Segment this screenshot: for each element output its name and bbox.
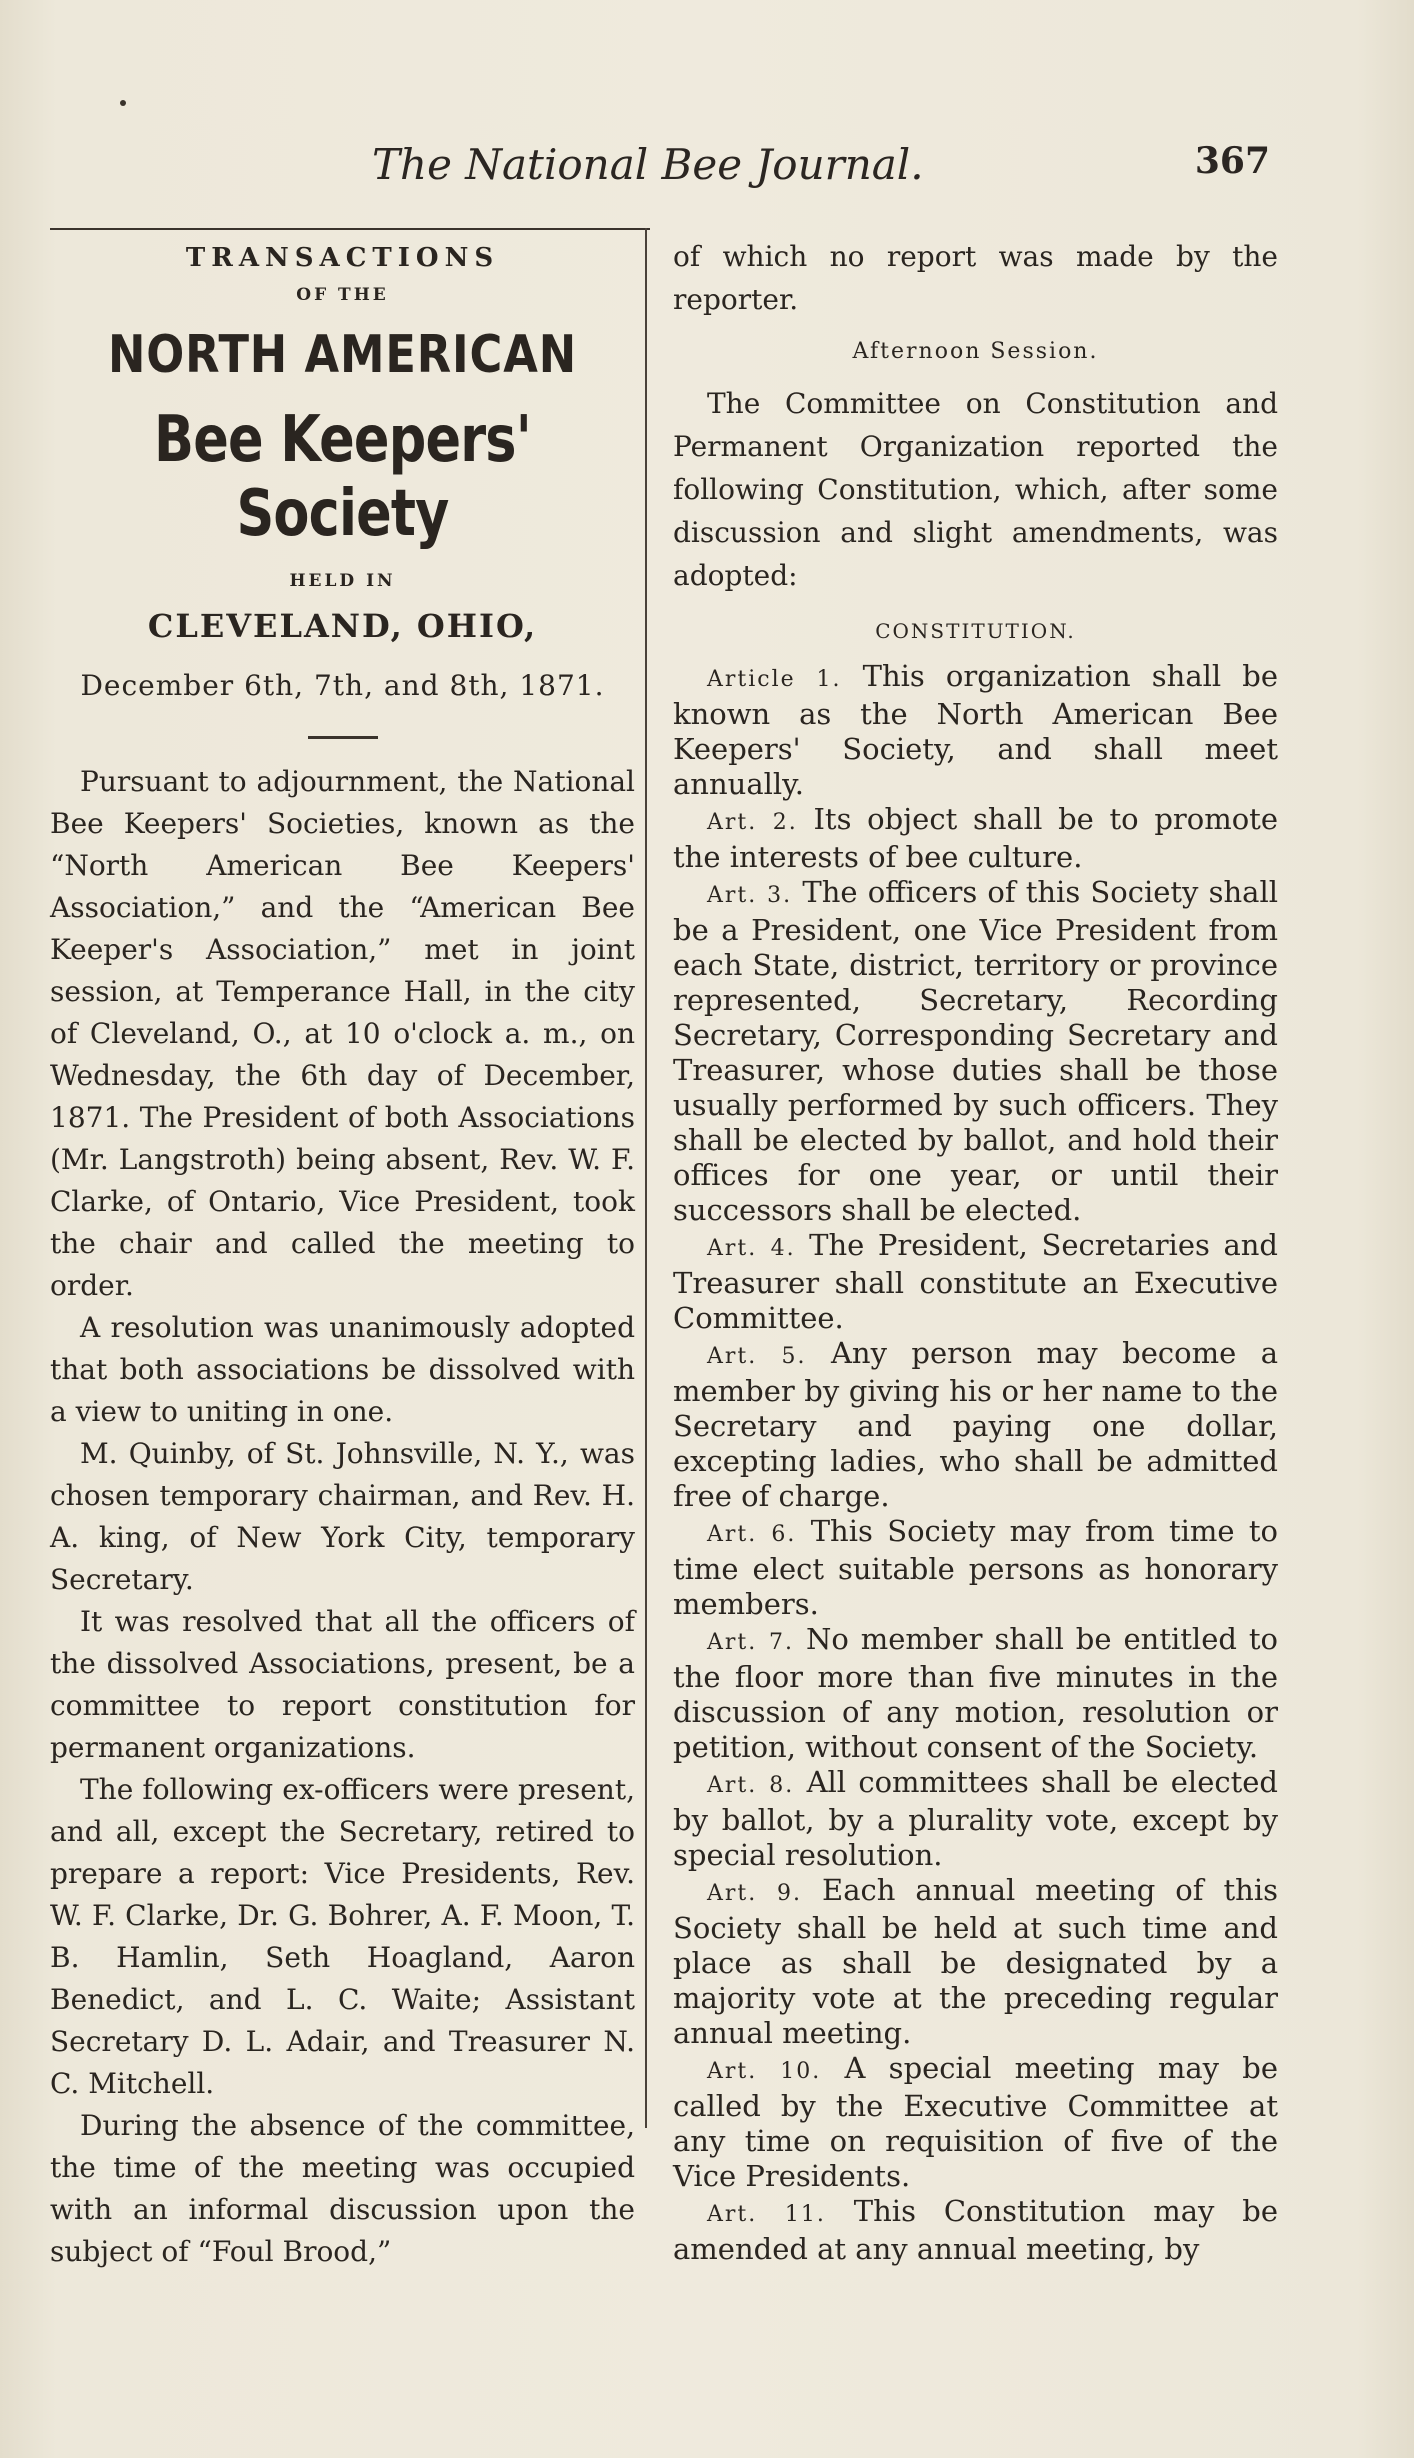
- article-text: All committees shall be elected by ballot, by a plurality vote, except by special resolution.: [673, 1765, 1278, 1872]
- page-number: 367: [1194, 140, 1270, 182]
- heading-north-american: NORTH AMERICAN: [107, 325, 577, 385]
- article: [673, 1228, 1278, 1336]
- constitution-heading: CONSTITUTION.: [875, 619, 1076, 643]
- article-text: This organization shall be known as the North American Bee Keepers' Society, and shall meet annually.: [673, 659, 1279, 801]
- article-text: A special meeting may be called by the Executive Committee at any time on requisition of five of the Vice Presidents.: [673, 2051, 1279, 2193]
- article-label: Art. 10.: [707, 2059, 822, 2084]
- article-label: Art. 6.: [707, 1522, 797, 1547]
- article-label: Article 1.: [707, 667, 842, 692]
- heading-transactions: TRANSACTIONS: [185, 243, 500, 273]
- article-text: The officers of this Society shall be a President, one Vice President from each State, district, territory or province represented, Secretary, Recording Secretary, Corresponding Secretary and Treasurer, whose duties shall be those usually performed by such officers. They shall be elected by ballot, and hold their offices for one year, or until their successors shall be elected.: [673, 875, 1278, 1227]
- article: [673, 1765, 1278, 1873]
- article-text: No member shall be entitled to the floor more than five minutes in the discussion of any motion, resolution or petition, without consent of the Society.: [673, 1622, 1278, 1764]
- article: [673, 2051, 1278, 2194]
- heading-held-in: HELD IN: [289, 571, 396, 591]
- article: [673, 659, 1278, 802]
- journal-title: The National Bee Journal.: [372, 140, 924, 189]
- article-label: Art. 4.: [707, 1236, 796, 1261]
- article-label: Art. 2.: [707, 810, 798, 835]
- article: [673, 802, 1278, 875]
- article-label: Art. 11.: [707, 2202, 826, 2227]
- article: [673, 1336, 1278, 1514]
- article-text: Each annual meeting of this Society shall be held at such time and place as shall be designated by a majority vote at the preceding regular annual meeting.: [673, 1873, 1278, 2050]
- paragraph: During the absence of the committee, the time of the meeting was occupied with an informal discussion upon the subject of “Foul Brood,”: [50, 2109, 635, 2268]
- article-label: Art. 3.: [707, 883, 793, 908]
- article-label: Art. 5.: [707, 1344, 807, 1369]
- ink-spot: [120, 100, 126, 106]
- heading-society-name: Bee Keepers' Society: [154, 403, 531, 551]
- left-column: [50, 235, 635, 2273]
- committee-paragraph: The Committee on Constitution and Permanent Organization reported the following Constitution, which, after some discussion and slight amendments, was adopted:: [673, 387, 1278, 592]
- paragraph: The following ex-officers were present, and all, except the Secretary, retired to prepare a report: Vice Presidents, Rev. W. F. Clarke, Dr. G. Bohrer, A. F. Moon, T. B. Hamlin, Seth Hoagland, Aaron Benedict, and L. C. Waite; Assistant Secretary D. L. Adair, and Treasurer N. C. Mitchell.: [50, 1773, 635, 2100]
- heading-date: December 6th, 7th, and 8th, 1871.: [80, 669, 605, 702]
- afternoon-session-heading: Afternoon Session.: [852, 339, 1099, 364]
- article-text: This Society may from time to time elect suitable persons as honorary members.: [673, 1514, 1278, 1621]
- article: [673, 1514, 1278, 1622]
- paragraph: Pursuant to adjournment, the National Bee Keepers' Societies, known as the “North American Bee Keepers' Association,” and the “American Bee Keeper's Association,” met in joint session, at Temperance Hall, in the city of Cleveland, O., at 10 o'clock a. m., on Wednesday, the 6th day of December, 1871. The President of both Associations (Mr. Langstroth) being absent, Rev. W. F. Clarke, of Ontario, Vice President, took the chair and called the meeting to order.: [50, 765, 635, 1302]
- header-rule: [50, 228, 650, 230]
- article: [673, 1873, 1278, 2051]
- article-text: Any person may become a member by giving his or her name to the Secretary and paying one dollar, excepting ladies, who shall be admitted free of charge.: [673, 1336, 1278, 1513]
- article-text: Its object shall be to promote the interests of bee culture.: [673, 802, 1278, 874]
- heading-of-the: OF THE: [296, 285, 389, 305]
- article-text: The President, Secretaries and Treasurer shall constitute an Executive Committee.: [673, 1228, 1278, 1335]
- article-label: Art. 8.: [707, 1773, 795, 1798]
- paragraph: A resolution was unanimously adopted that both associations be dissolved with a view to uniting in one.: [50, 1311, 635, 1428]
- article-label: Art. 9.: [707, 1881, 803, 1906]
- section-rule: [308, 736, 378, 739]
- article: [673, 2194, 1278, 2267]
- heading-city: CLEVELAND, OHIO,: [147, 607, 538, 645]
- article-text: This Constitution may be amended at any annual meeting, by: [673, 2194, 1279, 2266]
- right-column: [673, 235, 1278, 2267]
- paragraph: M. Quinby, of St. Johnsville, N. Y., was chosen temporary chairman, and Rev. H. A. king, of New York City, temporary Secretary.: [50, 1437, 635, 1596]
- article: [673, 1622, 1278, 1765]
- paragraph: It was resolved that all the officers of the dissolved Associations, present, be a committee to report constitution for permanent organizations.: [50, 1605, 635, 1764]
- page-header: [330, 140, 1280, 200]
- article-label: Art. 7.: [707, 1630, 794, 1655]
- article: [673, 875, 1278, 1228]
- continued-paragraph: of which no report was made by the reporter.: [673, 240, 1278, 316]
- column-divider: [645, 228, 647, 2128]
